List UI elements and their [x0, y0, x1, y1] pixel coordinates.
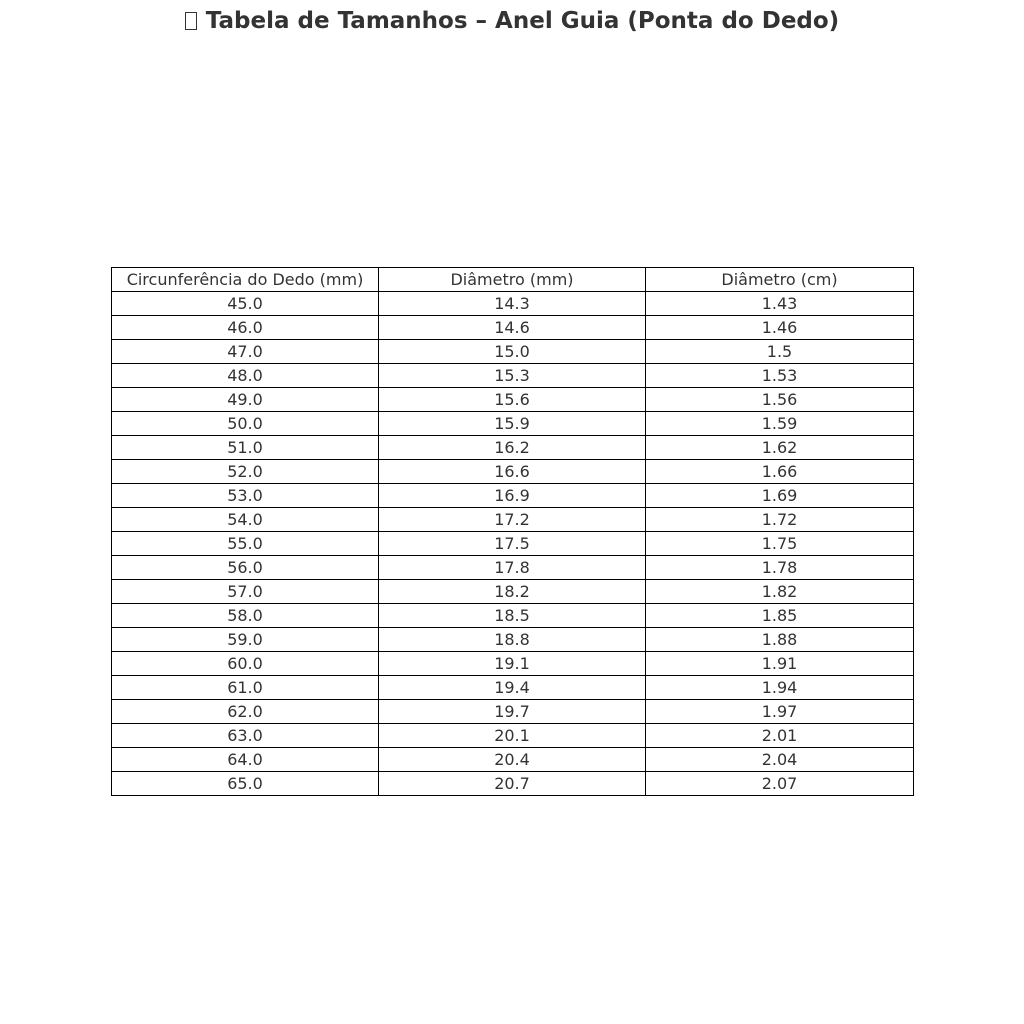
table-row [112, 364, 914, 388]
cell-circumference-mm: 50.0 [112, 412, 379, 436]
cell-circumference-mm: 58.0 [112, 604, 379, 628]
table-row [112, 676, 914, 700]
cell-circumference-mm: 48.0 [112, 364, 379, 388]
chart-title-text: Tabela de Tamanhos – Anel Guia (Ponta do Dedo) [205, 8, 840, 34]
cell-diameter-mm: 16.2 [379, 436, 646, 460]
table-row [112, 772, 914, 796]
cell-diameter-mm: 18.2 [379, 580, 646, 604]
cell-diameter-cm: 1.56 [646, 388, 914, 412]
cell-circumference-mm: 47.0 [112, 340, 379, 364]
cell-diameter-mm: 20.4 [379, 748, 646, 772]
cell-diameter-mm: 15.9 [379, 412, 646, 436]
cell-diameter-mm: 14.6 [379, 316, 646, 340]
cell-circumference-mm: 65.0 [112, 772, 379, 796]
cell-circumference-mm: 55.0 [112, 532, 379, 556]
table-row [112, 412, 914, 436]
cell-diameter-cm: 2.01 [646, 724, 914, 748]
table-row [112, 652, 914, 676]
cell-diameter-mm: 19.4 [379, 676, 646, 700]
chart-title [0, 8, 1024, 34]
cell-circumference-mm: 61.0 [112, 676, 379, 700]
cell-circumference-mm: 45.0 [112, 292, 379, 316]
cell-circumference-mm: 57.0 [112, 580, 379, 604]
table-row [112, 436, 914, 460]
cell-diameter-cm: 2.07 [646, 772, 914, 796]
cell-diameter-cm: 1.46 [646, 316, 914, 340]
cell-diameter-cm: 1.69 [646, 484, 914, 508]
cell-circumference-mm: 49.0 [112, 388, 379, 412]
cell-diameter-cm: 1.85 [646, 604, 914, 628]
column-header-diameter-mm: Diâmetro (mm) [379, 268, 646, 292]
cell-diameter-mm: 18.5 [379, 604, 646, 628]
table-row [112, 508, 914, 532]
cell-diameter-cm: 1.62 [646, 436, 914, 460]
cell-diameter-mm: 16.6 [379, 460, 646, 484]
cell-diameter-mm: 15.3 [379, 364, 646, 388]
cell-diameter-mm: 14.3 [379, 292, 646, 316]
cell-diameter-cm: 1.94 [646, 676, 914, 700]
cell-circumference-mm: 46.0 [112, 316, 379, 340]
cell-circumference-mm: 53.0 [112, 484, 379, 508]
table-row [112, 292, 914, 316]
table-row [112, 484, 914, 508]
column-header-diameter-cm: Diâmetro (cm) [646, 268, 914, 292]
cell-diameter-cm: 1.97 [646, 700, 914, 724]
cell-circumference-mm: 62.0 [112, 700, 379, 724]
cell-diameter-mm: 18.8 [379, 628, 646, 652]
cell-circumference-mm: 63.0 [112, 724, 379, 748]
table-row [112, 628, 914, 652]
cell-circumference-mm: 60.0 [112, 652, 379, 676]
table-row [112, 340, 914, 364]
table-row [112, 724, 914, 748]
table-row [112, 460, 914, 484]
cell-diameter-cm: 1.78 [646, 556, 914, 580]
cell-diameter-mm: 15.0 [379, 340, 646, 364]
cell-diameter-cm: 1.66 [646, 460, 914, 484]
table-row [112, 580, 914, 604]
table-body [112, 292, 914, 796]
cell-circumference-mm: 59.0 [112, 628, 379, 652]
cell-circumference-mm: 51.0 [112, 436, 379, 460]
cell-diameter-cm: 1.43 [646, 292, 914, 316]
table-row [112, 556, 914, 580]
cell-diameter-cm: 1.72 [646, 508, 914, 532]
cell-circumference-mm: 64.0 [112, 748, 379, 772]
cell-diameter-cm: 1.82 [646, 580, 914, 604]
cell-diameter-cm: 1.53 [646, 364, 914, 388]
size-table [111, 267, 914, 796]
cell-circumference-mm: 56.0 [112, 556, 379, 580]
cell-diameter-mm: 17.8 [379, 556, 646, 580]
cell-diameter-mm: 17.5 [379, 532, 646, 556]
cell-diameter-mm: 19.1 [379, 652, 646, 676]
table-row [112, 700, 914, 724]
cell-diameter-mm: 17.2 [379, 508, 646, 532]
table-row [112, 316, 914, 340]
cell-diameter-mm: 20.7 [379, 772, 646, 796]
cell-diameter-cm: 1.59 [646, 412, 914, 436]
table-row [112, 604, 914, 628]
table-row [112, 532, 914, 556]
cell-circumference-mm: 52.0 [112, 460, 379, 484]
table-row [112, 388, 914, 412]
cell-diameter-cm: 1.91 [646, 652, 914, 676]
table-header-row [112, 268, 914, 292]
column-header-circumference: Circunferência do Dedo (mm) [112, 268, 379, 292]
cell-diameter-cm: 1.5 [646, 340, 914, 364]
cell-diameter-mm: 15.6 [379, 388, 646, 412]
cell-circumference-mm: 54.0 [112, 508, 379, 532]
cell-diameter-cm: 1.88 [646, 628, 914, 652]
cell-diameter-mm: 19.7 [379, 700, 646, 724]
cell-diameter-cm: 1.75 [646, 532, 914, 556]
cell-diameter-cm: 2.04 [646, 748, 914, 772]
cell-diameter-mm: 16.9 [379, 484, 646, 508]
cell-diameter-mm: 20.1 [379, 724, 646, 748]
table-row [112, 748, 914, 772]
missing-glyph-icon [185, 12, 197, 30]
